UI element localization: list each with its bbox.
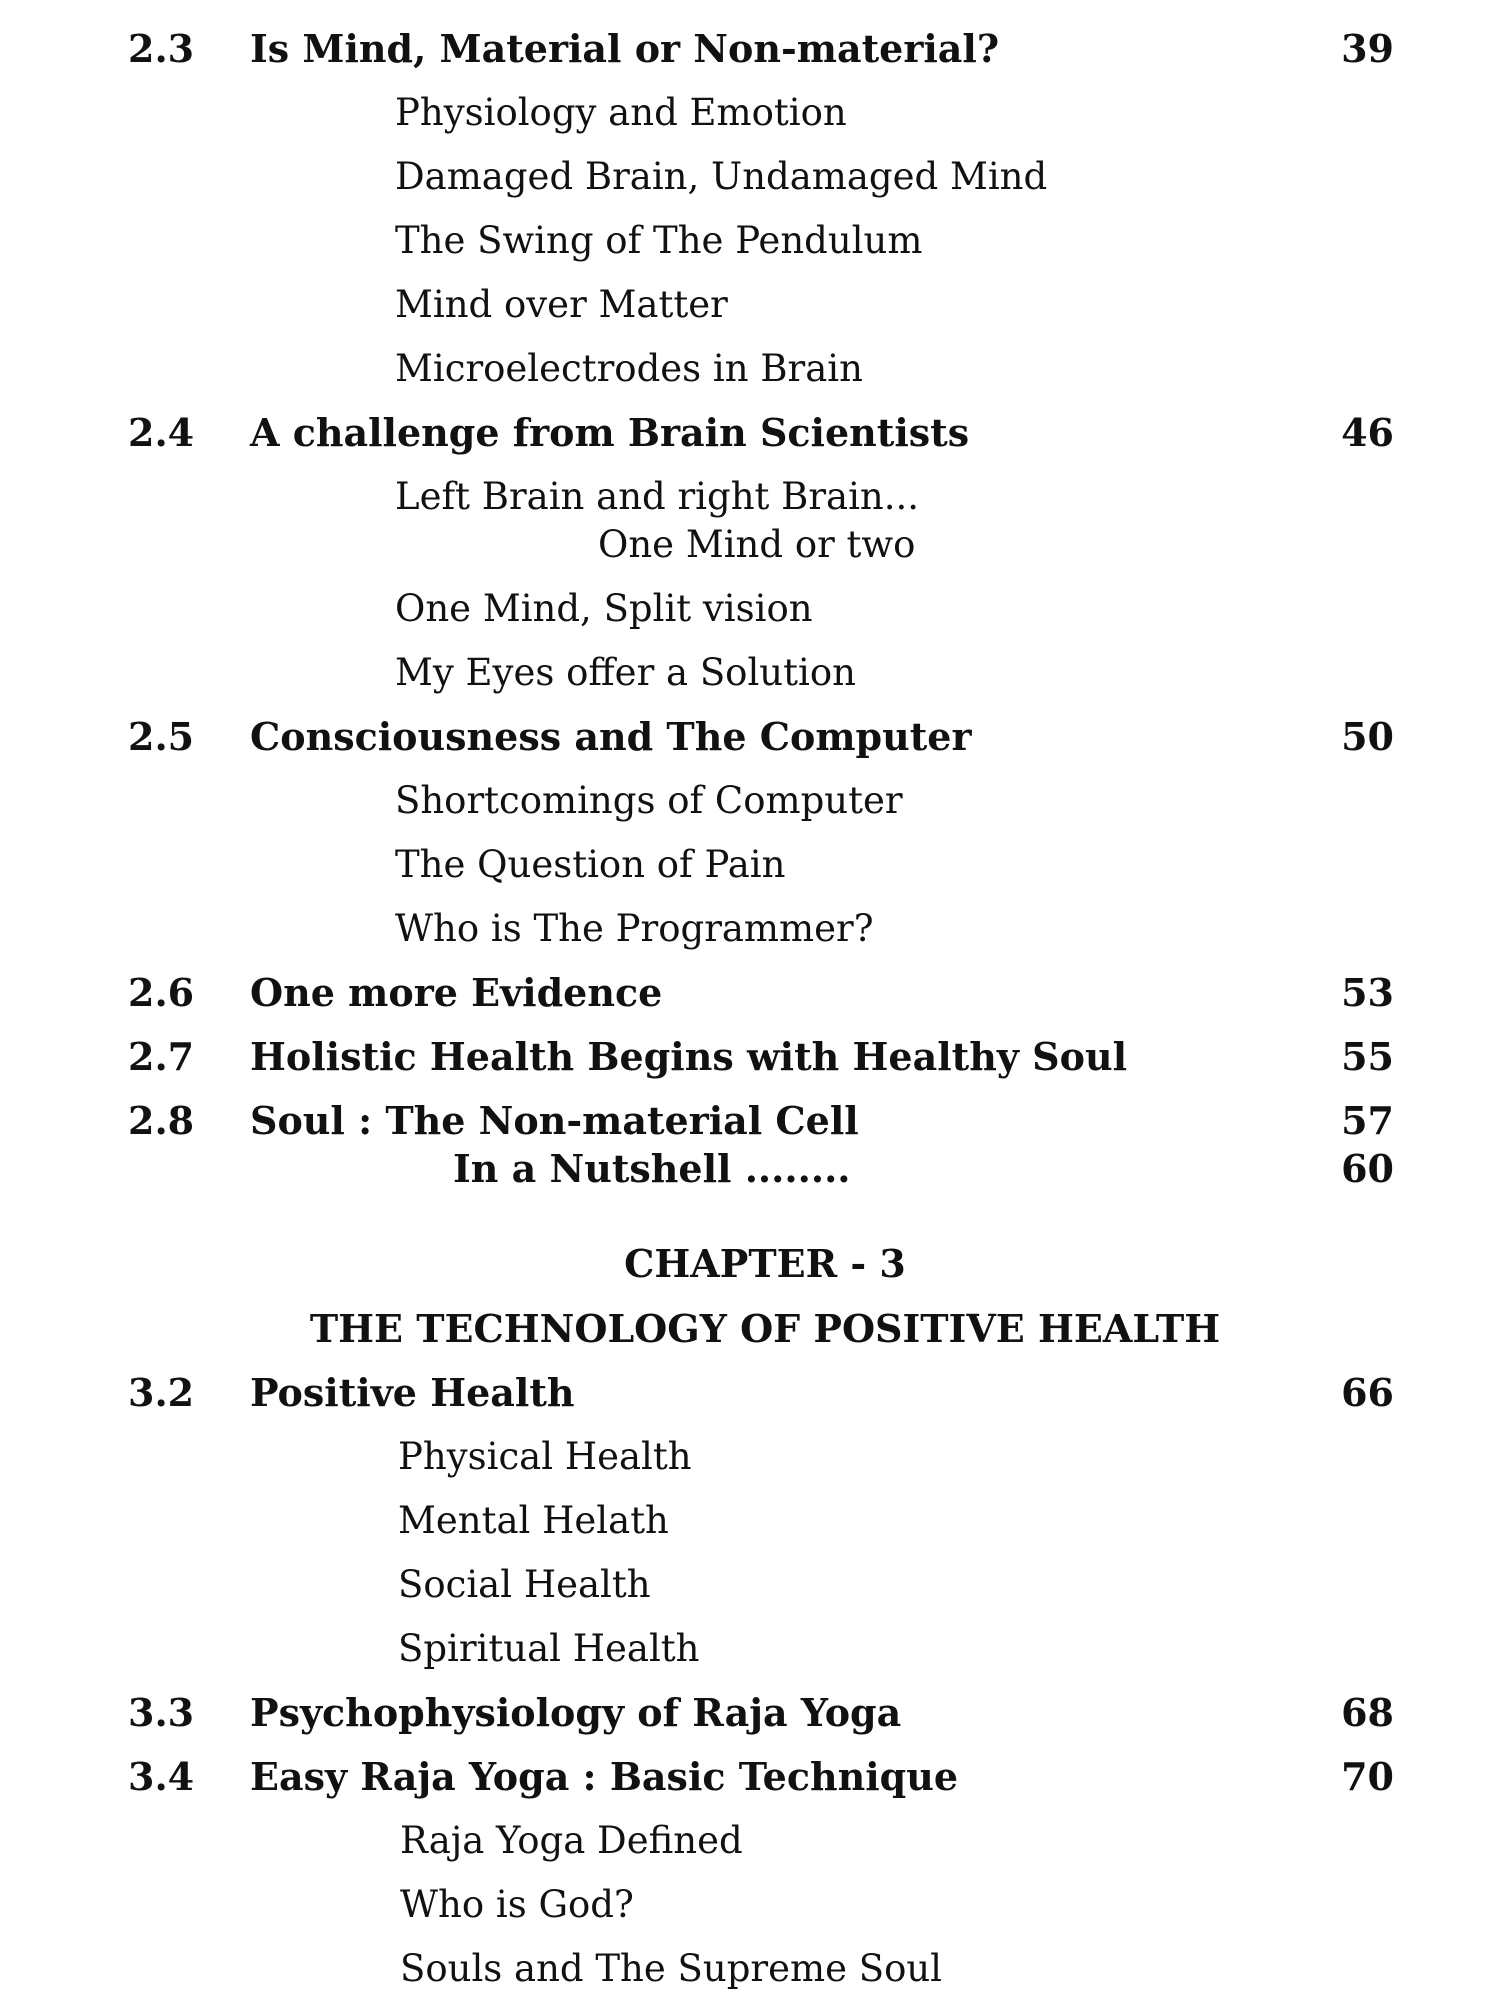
entry-title: Holistic Health Begins with Healthy Soul <box>250 1034 1128 1079</box>
sub-entry: Left Brain and right Brain... <box>395 475 920 518</box>
entry-page-number: 46 <box>1341 410 1394 455</box>
sub-entry: Souls and The Supreme Soul <box>400 1947 943 1990</box>
sub-entry: The Swing of The Pendulum <box>395 219 923 262</box>
chapter-title: THE TECHNOLOGY OF POSITIVE HEALTH <box>309 1306 1221 1351</box>
sub-entry: Mind over Matter <box>395 283 728 326</box>
sub-entry: Microelectrodes in Brain <box>395 347 863 390</box>
sub-entry: One Mind, Split vision <box>395 587 813 630</box>
entry-title: Easy Raja Yoga : Basic Technique <box>250 1754 959 1799</box>
nutshell-page-number: 60 <box>1341 1146 1394 1191</box>
entry-page-number: 53 <box>1341 970 1394 1015</box>
sub-entry: Physiology and Emotion <box>395 91 847 134</box>
sub-entry: My Eyes offer a Solution <box>395 651 856 694</box>
entry-page-number: 39 <box>1341 26 1394 71</box>
entry-page-number: 70 <box>1341 1754 1394 1799</box>
entry-title: A challenge from Brain Scientists <box>250 410 970 455</box>
entry-page-number: 66 <box>1341 1370 1394 1415</box>
sub-entry: Physical Health <box>398 1435 692 1478</box>
sub-entry: Social Health <box>398 1563 651 1606</box>
chapter-label: CHAPTER - 3 <box>624 1241 906 1286</box>
entry-number: 3.3 <box>128 1690 195 1735</box>
sub-entry: Who is God? <box>400 1883 634 1926</box>
sub-entry: Who is The Programmer? <box>395 907 874 950</box>
entry-page-number: 50 <box>1341 714 1394 759</box>
entry-number: 2.7 <box>128 1034 195 1079</box>
sub-entry: Raja Yoga Defined <box>400 1819 743 1862</box>
entry-title: One more Evidence <box>250 970 663 1015</box>
entry-title: Is Mind, Material or Non-material? <box>250 26 1000 71</box>
entry-page-number: 68 <box>1341 1690 1394 1735</box>
entry-number: 2.4 <box>128 410 195 455</box>
entry-number: 2.8 <box>128 1098 195 1143</box>
entry-title: Positive Health <box>250 1370 575 1415</box>
sub-entry: Shortcomings of Computer <box>395 779 903 822</box>
sub-entry: Mental Helath <box>398 1499 669 1542</box>
sub-entry: The Question of Pain <box>395 843 786 886</box>
sub-entry: Spiritual Health <box>398 1627 700 1670</box>
entry-page-number: 57 <box>1341 1098 1394 1143</box>
entry-number: 2.6 <box>128 970 195 1015</box>
entry-title: Psychophysiology of Raja Yoga <box>250 1690 902 1735</box>
entry-number: 3.4 <box>128 1754 195 1799</box>
sub-entry: Damaged Brain, Undamaged Mind <box>395 155 1048 198</box>
nutshell-entry: In a Nutshell ........ <box>453 1146 851 1191</box>
entry-page-number: 55 <box>1341 1034 1394 1079</box>
entry-title: Consciousness and The Computer <box>250 714 972 759</box>
entry-number: 3.2 <box>128 1370 195 1415</box>
entry-title: Soul : The Non-material Cell <box>250 1098 859 1143</box>
entry-number: 2.5 <box>128 714 195 759</box>
entry-number: 2.3 <box>128 26 195 71</box>
sub-entry-continuation: One Mind or two <box>598 523 916 566</box>
